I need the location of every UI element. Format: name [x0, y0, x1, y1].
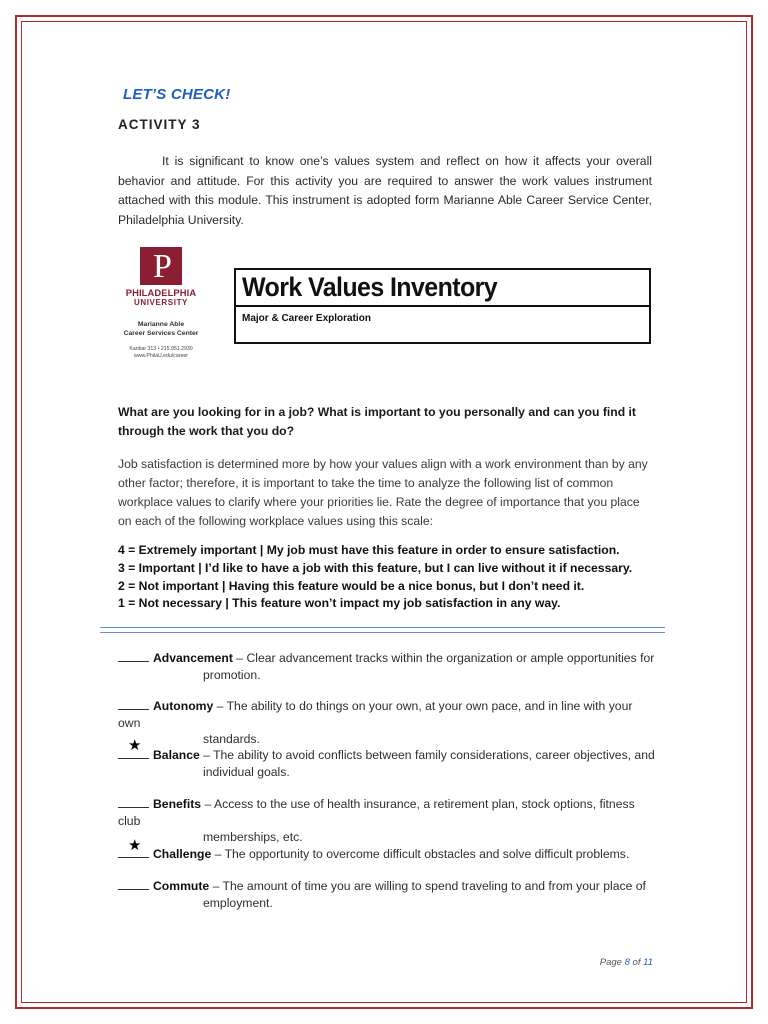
- inventory-title-box: [234, 268, 651, 344]
- total-pages: 11: [643, 957, 653, 968]
- section-divider-top: [100, 627, 665, 628]
- value-description-cont: promotion.: [203, 667, 261, 682]
- intro-paragraph: It is significant to know one’s values system and reflect on how it affects your overall behavior and attitude. For this activity you are required to answer the work values instrument attached with this module. This instrument is adopted form Marianne Able Career Service Center, Philadelphia University.: [118, 154, 652, 227]
- logo-name: PHILADELPHIA: [125, 287, 197, 298]
- value-description-cont: standards.: [203, 732, 260, 746]
- inventory-subtitle: Major & Career Exploration: [242, 313, 371, 324]
- job-question: What are you looking for in a job? What is important to you personally and can you find it through the work that you do?: [118, 405, 636, 438]
- scale-item-1: 1 = Not necessary | This feature won’t impact my job satisfaction in any way.: [118, 596, 561, 611]
- rating-scale: [118, 542, 658, 613]
- value-description: – Access to the use of health insurance, a retirement plan, stock options, fitness club: [118, 797, 635, 828]
- title-rule: [236, 305, 649, 307]
- page-number: 8: [624, 957, 630, 968]
- logo-center-line2: Career Services Center: [123, 330, 199, 337]
- value-term: Benefits: [153, 797, 202, 811]
- value-item-commute: [118, 878, 658, 911]
- rating-blank[interactable]: [118, 846, 149, 858]
- value-term: Advancement: [153, 651, 233, 665]
- scale-item-4: 4 = Extremely important | My job must have this feature in order to ensure satisfaction.: [118, 543, 620, 557]
- star-icon: ★: [128, 737, 142, 754]
- value-item-challenge: [118, 846, 658, 863]
- philadelphia-university-logo: [118, 247, 204, 367]
- logo-contact: [118, 346, 204, 360]
- rating-blank[interactable]: [118, 796, 149, 808]
- scale-item-3: 3 = Important | I’d like to have a job with this feature, but I can live without it if necessary.: [118, 560, 633, 575]
- inventory-title: Work Values Inventory: [242, 272, 498, 303]
- lets-check-heading: LET’S CHECK!: [123, 86, 231, 103]
- activity-heading: ACTIVITY 3: [118, 117, 201, 132]
- rating-blank[interactable]: [118, 878, 149, 890]
- value-description: – Clear advancement tracks within the organization or ample opportunities for: [232, 651, 655, 665]
- logo-contact-line1: Kanbar 313 • 215.951.2930: [129, 346, 193, 352]
- logo-mark-letter: P: [153, 248, 172, 285]
- value-description: – The opportunity to overcome difficult obstacles and solve difficult problems.: [211, 847, 630, 861]
- job-satisfaction-paragraph: Job satisfaction is determined more by how your values align with a work environment than by any other factor; therefore, it is important to take the time to analyze the following list of common workplace values to clarify where your priorities lie. Rate the degree of importance that you place on each of the following workplace values using this scale:: [118, 457, 648, 528]
- value-item-advancement: [118, 650, 658, 683]
- rating-blank[interactable]: [118, 650, 149, 662]
- value-item-balance: [118, 747, 658, 780]
- logo-center-line1: Marianne Able: [137, 321, 185, 328]
- logo-center-name: [118, 320, 204, 338]
- value-description-cont: employment.: [203, 895, 273, 910]
- value-description: – The amount of time you are willing to spend traveling to and from your place of: [209, 879, 646, 893]
- university-mark-icon: [140, 247, 182, 285]
- star-icon: ★: [128, 837, 142, 854]
- of-word: of: [632, 957, 641, 968]
- value-description-cont: memberships, etc.: [203, 830, 303, 844]
- rating-blank[interactable]: [118, 747, 149, 759]
- value-term: Commute: [153, 879, 210, 893]
- value-description: – The ability to avoid conflicts between family considerations, career objectives, and: [199, 748, 655, 762]
- page-word: Page: [599, 957, 622, 968]
- value-term: Autonomy: [153, 699, 214, 713]
- value-description-cont: individual goals.: [203, 764, 290, 779]
- section-divider-bottom: [100, 632, 665, 633]
- value-term: Balance: [153, 748, 200, 762]
- value-item-benefits: [118, 796, 658, 846]
- rating-blank[interactable]: [118, 698, 149, 710]
- value-item-autonomy: [118, 698, 658, 748]
- logo-university: UNIVERSITY: [133, 298, 188, 307]
- value-description: – The ability to do things on your own, at your own pace, and in line with your own: [118, 699, 633, 730]
- logo-contact-line2: www.PhilaU.edu/career: [134, 353, 188, 359]
- scale-item-2: 2 = Not important | Having this feature would be a nice bonus, but I don’t need it.: [118, 578, 585, 593]
- value-term: Challenge: [153, 847, 212, 861]
- page-footer: [560, 957, 653, 968]
